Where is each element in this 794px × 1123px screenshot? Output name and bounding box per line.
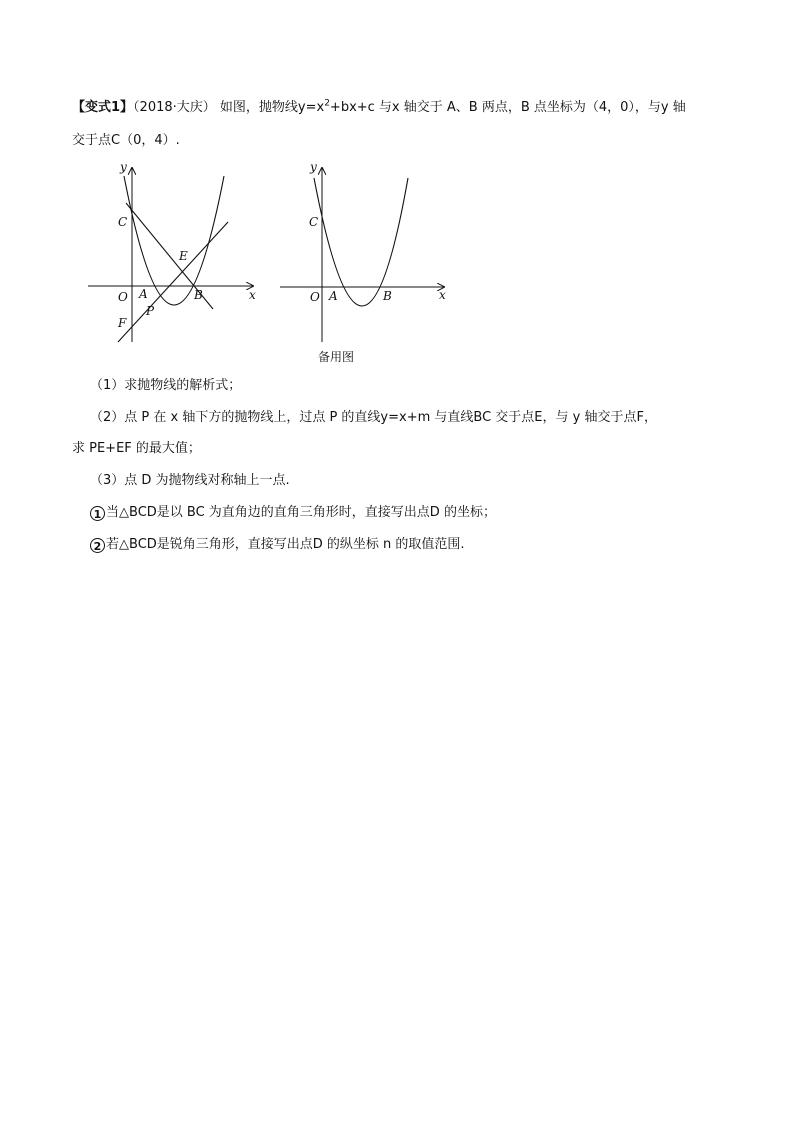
exponent: 2 — [324, 98, 330, 109]
label-origin: O — [310, 290, 320, 304]
line-pf — [118, 222, 228, 342]
circled-number-2: 2 — [90, 538, 105, 553]
question-3-part-2-text: 若△BCD是锐角三角形，直接写出点D 的纵坐标 n 的取值范围. — [106, 537, 465, 552]
label-e: E — [179, 249, 188, 263]
label-y: y — [120, 160, 127, 174]
label-y: y — [310, 160, 317, 174]
question-1: （1）求抛物线的解析式； — [90, 378, 242, 393]
label-p: P — [146, 304, 155, 318]
question-2-line2: 求 PE+EF 的最大值； — [72, 441, 201, 456]
problem-intro-line2: 交于点C（0，4）. — [72, 133, 180, 148]
label-f: F — [118, 316, 127, 330]
question-3-part-1-text: 当△BCD是以 BC 为直角边的直角三角形时，直接写出点D 的坐标； — [106, 505, 496, 520]
label-a: A — [329, 289, 338, 303]
label-x: x — [249, 288, 256, 302]
circled-number-1: 1 — [90, 506, 105, 521]
problem-tag: 【变式1】 — [72, 100, 134, 115]
figure-caption: 备用图 — [318, 350, 355, 364]
label-c: C — [118, 215, 128, 229]
problem-intro-b: +bx+c 与x 轴交于 A、B 两点，B 点坐标为（4，0），与y 轴 — [329, 100, 686, 115]
question-3-part-1 — [90, 503, 496, 523]
figure-backup — [278, 156, 458, 348]
label-a: A — [139, 287, 148, 301]
label-b: B — [194, 288, 203, 302]
question-3: （3）点 D 为抛物线对称轴上一点. — [90, 473, 290, 488]
label-x: x — [439, 288, 446, 302]
problem-intro-a: 如图，抛物线y=x — [219, 100, 325, 115]
question-2-line1: （2）点 P 在 x 轴下方的抛物线上，过点 P 的直线y=x+m 与直线BC 交于点E，与 y 轴交于点F， — [90, 410, 657, 425]
problem-intro-line1 — [72, 98, 686, 118]
figure-parabola-lines — [86, 156, 276, 348]
problem-source: （2018·大庆） — [133, 100, 216, 115]
question-3-part-2 — [90, 535, 465, 555]
label-b: B — [383, 289, 392, 303]
label-origin: O — [118, 290, 128, 304]
label-c: C — [309, 215, 319, 229]
